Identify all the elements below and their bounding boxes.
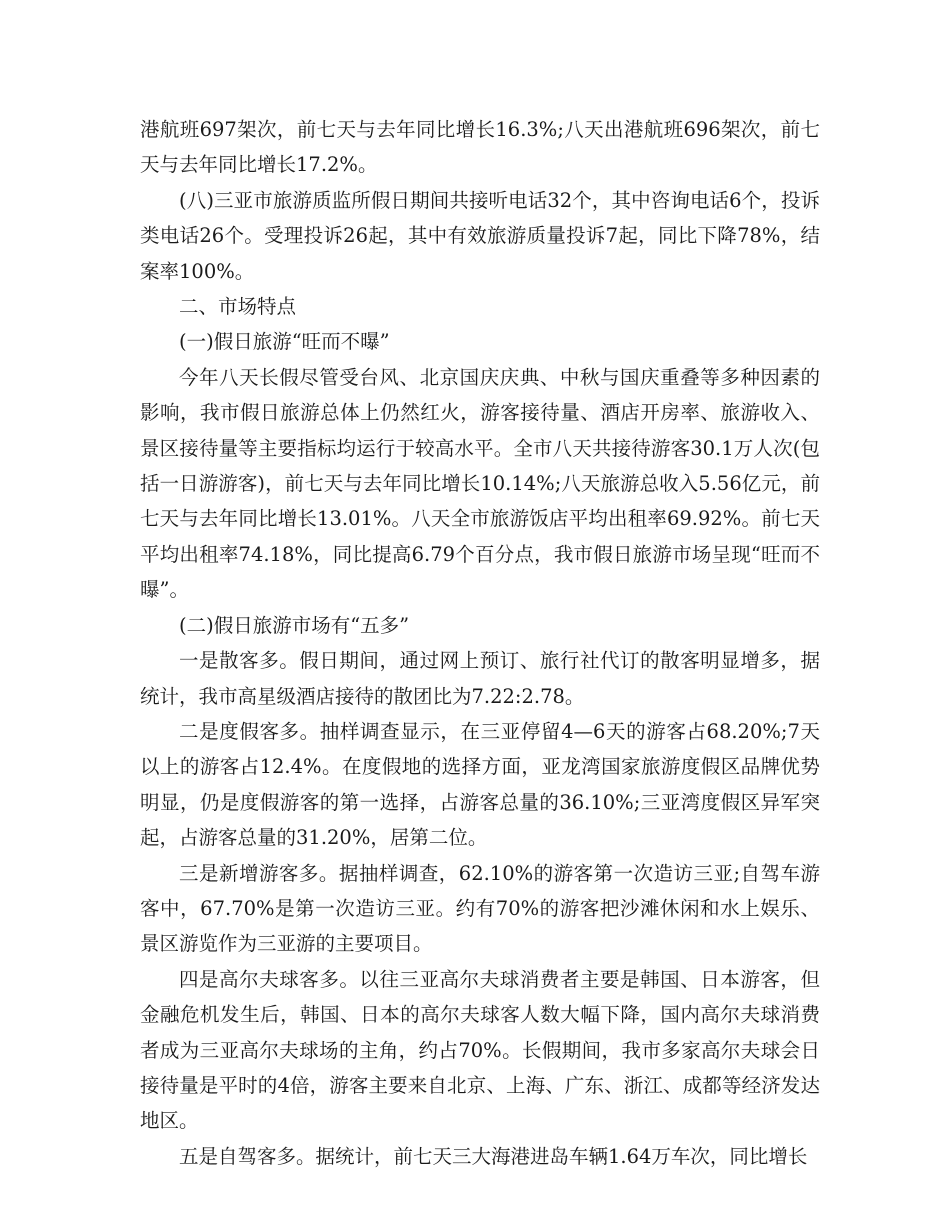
paragraph-independent-travelers: 一是散客多。假日期间，通过网上预订、旅行社代订的散客明显增多，据统计，我市高星级酒店接待的散团比为7.22:2.78。 [140, 649, 820, 708]
subsection-heading-1: (一)假日旅游“旺而不曝” [179, 330, 390, 354]
subsection-heading-2: (二)假日旅游市场有“五多” [179, 613, 410, 637]
paragraph-quality-supervision: (八)三亚市旅游质监所假日期间共接听电话32个，其中咨询电话6个，投诉类电话26个。受理投诉26起，其中有效旅游质量投诉7起，同比下降78%，结案率100%。 [140, 188, 820, 283]
paragraph-self-drive-travelers: 五是自驾客多。据统计，前七天三大海港进岛车辆1.64万车次，同比增长 [179, 1144, 808, 1168]
paragraph-new-travelers: 三是新增游客多。据抽样调查，62.10%的游客第一次造访三亚;自驾车游客中，67.70%是第一次造访三亚。约有70%的游客把沙滩休闲和水上娱乐、景区游览作为三亚游的主要项目。 [140, 861, 820, 956]
paragraph-golf-travelers: 四是高尔夫球客多。以往三亚高尔夫球消费者主要是韩国、日本游客，但金融危机发生后，韩国、日本的高尔夫球客人数大幅下降，国内高尔夫球消费者成为三亚高尔夫球场的主角，约占70%。长假期间，我市多家高尔夫球会日接待量是平时的4倍，游客主要来自北京、上海、广东、浙江、成都等经济发达地区。 [140, 967, 820, 1133]
paragraph-flight-stats: 港航班697架次，前七天与去年同比增长16.3%;八天出港航班696架次，前七天与去年同比增长17.2%。 [140, 118, 820, 177]
paragraph-holiday-overview: 今年八天长假尽管受台风、北京国庆庆典、中秋与国庆重叠等多种因素的影响，我市假日旅游总体上仍然红火，游客接待量、酒店开房率、旅游收入、景区接待量等主要指标均运行于较高水平。全市八天共接待游客30.1万人次(包括一日游游客)，前七天与去年同比增长10.14%;八天旅游总收入5.56亿元，前七天与去年同比增长13.01%。八天全市旅游饭店平均出租率69.92%。前七天平均出租率74.18%，同比提高6.79个百分点，我市假日旅游市场呈现“旺而不曝”。 [140, 365, 820, 602]
section-heading-market-features: 二、市场特点 [179, 295, 297, 319]
paragraph-vacation-travelers: 二是度假客多。抽样调查显示，在三亚停留4—6天的游客占68.20%;7天以上的游客占12.4%。在度假地的选择方面，亚龙湾国家旅游度假区品牌优势明显，仍是度假游客的第一选择，占游客总量的36.10%;三亚湾度假区异军突起，占游客总量的31.20%，居第二位。 [140, 719, 820, 850]
document-body [140, 112, 820, 1174]
